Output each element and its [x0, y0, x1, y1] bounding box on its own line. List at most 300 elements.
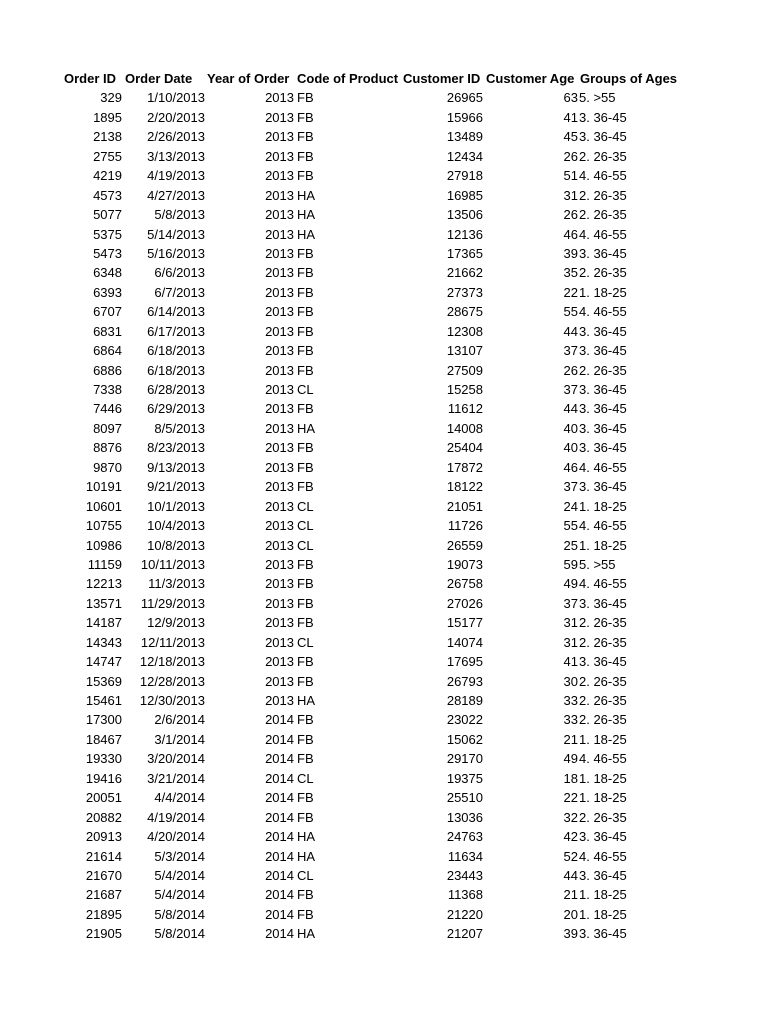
cell-order-id: 15369 — [85, 673, 122, 689]
cell-order-date: 8/23/2013 — [147, 440, 205, 456]
table-row — [0, 283, 768, 302]
cell-year-of-order: 2013 — [265, 479, 294, 495]
cell-code-of-product: FB — [297, 595, 314, 611]
cell-order-date: 12/28/2013 — [139, 673, 205, 689]
cell-groups-of-ages: 4. 46-55 — [579, 459, 627, 475]
cell-customer-age: 21 — [563, 731, 578, 747]
cell-year-of-order: 2013 — [265, 343, 294, 359]
cell-order-date: 2/6/2014 — [154, 712, 205, 728]
cell-code-of-product: FB — [297, 556, 314, 572]
cell-order-date: 6/28/2013 — [147, 382, 205, 397]
cell-customer-id: 15062 — [446, 731, 483, 747]
cell-year-of-order: 2014 — [265, 887, 294, 903]
cell-order-date: 11/3/2013 — [148, 576, 205, 592]
cell-order-date: 6/18/2013 — [147, 362, 205, 378]
cell-order-date: 8/5/2013 — [154, 420, 205, 436]
cell-order-date: 5/8/2013 — [154, 207, 205, 223]
cell-groups-of-ages: 4. 46-55 — [579, 304, 627, 320]
cell-groups-of-ages: 3. 36-45 — [579, 109, 627, 125]
cell-order-date: 10/8/2013 — [147, 537, 205, 553]
cell-order-id: 21905 — [85, 926, 122, 942]
table-row — [0, 652, 768, 671]
table-row — [0, 885, 768, 904]
cell-order-date: 1/10/2013 — [147, 90, 205, 106]
cell-groups-of-ages: 3. 36-45 — [579, 440, 627, 456]
cell-code-of-product: CL — [297, 867, 314, 883]
cell-order-id: 5077 — [93, 207, 122, 223]
table-row — [0, 322, 768, 341]
cell-year-of-order: 2014 — [265, 731, 294, 747]
cell-customer-age: 40 — [563, 440, 578, 456]
cell-code-of-product: FB — [297, 401, 314, 417]
cell-year-of-order: 2014 — [265, 926, 294, 942]
cell-groups-of-ages: 3. 36-45 — [579, 926, 627, 942]
cell-customer-age: 45 — [563, 129, 578, 145]
cell-customer-age: 37 — [563, 382, 578, 397]
cell-code-of-product: FB — [297, 148, 314, 164]
table-row — [0, 574, 768, 593]
cell-groups-of-ages: 2. 26-35 — [579, 362, 627, 378]
cell-code-of-product: FB — [297, 654, 314, 670]
cell-groups-of-ages: 4. 46-55 — [579, 576, 627, 592]
cell-customer-id: 12308 — [446, 323, 483, 339]
cell-customer-age: 55 — [563, 304, 578, 320]
cell-code-of-product: FB — [297, 245, 314, 261]
cell-groups-of-ages: 2. 26-35 — [579, 634, 627, 650]
cell-code-of-product: FB — [297, 712, 314, 728]
header-code-of-product: Code of Product — [297, 71, 399, 86]
cell-code-of-product: FB — [297, 615, 314, 631]
cell-order-id: 10986 — [85, 537, 122, 553]
table-row — [0, 477, 768, 496]
cell-customer-id: 17872 — [446, 459, 483, 475]
cell-year-of-order: 2013 — [265, 304, 294, 320]
cell-year-of-order: 2014 — [265, 829, 294, 845]
cell-order-date: 5/3/2014 — [154, 848, 205, 864]
cell-customer-age: 39 — [563, 245, 578, 261]
table-row — [0, 924, 768, 943]
cell-customer-id: 12136 — [446, 226, 483, 242]
table-row — [0, 613, 768, 632]
cell-groups-of-ages: 3. 36-45 — [579, 382, 627, 397]
cell-year-of-order: 2014 — [265, 867, 294, 883]
cell-code-of-product: CL — [297, 518, 314, 534]
cell-groups-of-ages: 3. 36-45 — [579, 323, 627, 339]
cell-year-of-order: 2013 — [265, 673, 294, 689]
cell-order-id: 21895 — [85, 906, 122, 922]
cell-code-of-product: FB — [297, 109, 314, 125]
cell-customer-age: 37 — [563, 343, 578, 359]
table-row — [0, 263, 768, 282]
cell-year-of-order: 2013 — [265, 556, 294, 572]
table-row — [0, 730, 768, 749]
cell-code-of-product: FB — [297, 284, 314, 300]
cell-customer-age: 20 — [563, 906, 578, 922]
cell-customer-id: 13489 — [446, 129, 483, 145]
cell-year-of-order: 2013 — [265, 518, 294, 534]
cell-order-id: 5473 — [93, 245, 122, 261]
cell-customer-age: 33 — [563, 693, 578, 708]
cell-customer-id: 21662 — [446, 265, 483, 281]
cell-order-date: 6/14/2013 — [147, 304, 205, 320]
cell-code-of-product: FB — [297, 459, 314, 475]
cell-order-date: 3/20/2014 — [147, 751, 205, 767]
cell-groups-of-ages: 1. 18-25 — [579, 906, 627, 922]
cell-groups-of-ages: 1. 18-25 — [579, 770, 627, 786]
cell-order-date: 4/19/2014 — [147, 809, 205, 825]
cell-code-of-product: FB — [297, 479, 314, 495]
cell-customer-id: 15258 — [446, 382, 483, 397]
table-row — [0, 536, 768, 555]
cell-order-date: 12/30/2013 — [139, 693, 205, 708]
cell-order-id: 20051 — [85, 790, 122, 806]
cell-code-of-product: CL — [297, 537, 314, 553]
header-groups-of-ages: Groups of Ages — [580, 71, 678, 86]
cell-order-id: 11159 — [87, 556, 122, 572]
cell-order-id: 15461 — [85, 693, 122, 708]
cell-order-date: 4/19/2013 — [147, 168, 205, 184]
cell-order-id: 6348 — [93, 265, 122, 281]
header-customer-id: Customer ID — [403, 71, 481, 86]
cell-customer-id: 26559 — [446, 537, 483, 553]
cell-customer-age: 37 — [563, 479, 578, 495]
cell-order-id: 329 — [100, 90, 122, 106]
cell-groups-of-ages: 1. 18-25 — [579, 790, 627, 806]
cell-code-of-product: FB — [297, 906, 314, 922]
cell-code-of-product: CL — [297, 382, 314, 397]
cell-order-id: 18467 — [85, 731, 122, 747]
table-row — [0, 361, 768, 380]
cell-year-of-order: 2013 — [265, 382, 294, 397]
table-row — [0, 302, 768, 321]
cell-customer-age: 26 — [563, 362, 578, 378]
cell-year-of-order: 2013 — [265, 245, 294, 261]
table-row — [0, 497, 768, 516]
cell-order-date: 10/4/2013 — [147, 518, 205, 534]
cell-customer-age: 46 — [563, 226, 578, 242]
cell-order-date: 10/1/2013 — [147, 498, 205, 514]
cell-customer-age: 21 — [563, 887, 578, 903]
cell-order-date: 5/8/2014 — [154, 926, 205, 942]
table-row — [0, 788, 768, 807]
cell-customer-age: 31 — [563, 634, 578, 650]
cell-order-id: 6831 — [93, 323, 122, 339]
cell-code-of-product: FB — [297, 343, 314, 359]
header-year-of-order: Year of Order — [207, 71, 290, 86]
cell-groups-of-ages: 2. 26-35 — [579, 693, 627, 708]
cell-groups-of-ages: 2. 26-35 — [579, 148, 627, 164]
table-row — [0, 691, 768, 710]
cell-customer-age: 44 — [563, 867, 578, 883]
cell-customer-age: 52 — [563, 848, 578, 864]
cell-groups-of-ages: 2. 26-35 — [579, 265, 627, 281]
table-body — [0, 88, 768, 943]
cell-customer-id: 12434 — [446, 148, 483, 164]
cell-customer-id: 11726 — [447, 518, 483, 534]
spreadsheet-table — [0, 69, 768, 944]
cell-year-of-order: 2013 — [265, 459, 294, 475]
cell-customer-id: 27026 — [446, 595, 483, 611]
cell-order-date: 6/29/2013 — [147, 401, 205, 417]
cell-groups-of-ages: 2. 26-35 — [579, 615, 627, 631]
cell-order-date: 4/27/2013 — [147, 187, 205, 203]
cell-order-id: 14343 — [85, 634, 122, 650]
table-row — [0, 866, 768, 885]
table-row — [0, 127, 768, 146]
cell-code-of-product: HA — [297, 207, 316, 223]
cell-groups-of-ages: 2. 26-35 — [579, 673, 627, 689]
cell-customer-id: 19375 — [446, 770, 483, 786]
cell-order-id: 13571 — [85, 595, 122, 611]
cell-year-of-order: 2014 — [265, 848, 294, 864]
cell-year-of-order: 2013 — [265, 576, 294, 592]
cell-order-date: 5/4/2014 — [154, 887, 205, 903]
cell-groups-of-ages: 1. 18-25 — [579, 284, 627, 300]
table-row — [0, 516, 768, 535]
cell-order-id: 6864 — [93, 343, 122, 359]
cell-order-date: 5/14/2013 — [147, 226, 205, 242]
cell-code-of-product: FB — [297, 168, 314, 184]
cell-year-of-order: 2013 — [265, 362, 294, 378]
cell-order-date: 11/29/2013 — [140, 595, 205, 611]
cell-customer-age: 40 — [563, 420, 578, 436]
table-row — [0, 399, 768, 418]
cell-customer-id: 14074 — [446, 634, 483, 650]
cell-order-date: 2/20/2013 — [147, 109, 205, 125]
cell-customer-id: 24763 — [446, 829, 483, 845]
header-order-id: Order ID — [64, 71, 117, 86]
cell-year-of-order: 2013 — [265, 420, 294, 436]
cell-code-of-product: FB — [297, 673, 314, 689]
table-row — [0, 380, 768, 399]
table-row — [0, 905, 768, 924]
cell-year-of-order: 2013 — [265, 634, 294, 650]
header-order-date: Order Date — [125, 71, 193, 86]
cell-customer-id: 28189 — [446, 693, 483, 708]
cell-order-date: 9/21/2013 — [147, 479, 205, 495]
cell-groups-of-ages: 3. 36-45 — [579, 595, 627, 611]
cell-customer-age: 55 — [563, 518, 578, 534]
cell-order-date: 6/18/2013 — [147, 343, 205, 359]
cell-code-of-product: FB — [297, 751, 314, 767]
cell-order-id: 2755 — [93, 148, 122, 164]
cell-order-date: 12/18/2013 — [139, 654, 205, 670]
header-customer-age: Customer Age — [486, 71, 575, 86]
cell-groups-of-ages: 3. 36-45 — [579, 829, 627, 845]
cell-order-date: 6/6/2013 — [154, 265, 205, 281]
cell-customer-age: 63 — [563, 90, 578, 106]
cell-customer-id: 25510 — [446, 790, 483, 806]
cell-customer-id: 25404 — [446, 440, 483, 456]
cell-year-of-order: 2013 — [265, 498, 294, 514]
cell-groups-of-ages: 4. 46-55 — [579, 848, 627, 864]
cell-customer-id: 11612 — [447, 401, 483, 417]
cell-customer-age: 25 — [563, 537, 578, 553]
cell-groups-of-ages: 3. 36-45 — [579, 129, 627, 145]
cell-year-of-order: 2013 — [265, 90, 294, 106]
cell-customer-age: 37 — [563, 595, 578, 611]
cell-code-of-product: HA — [297, 829, 316, 845]
cell-customer-id: 11634 — [447, 848, 483, 864]
cell-order-id: 4573 — [93, 187, 122, 203]
cell-year-of-order: 2013 — [265, 168, 294, 184]
cell-year-of-order: 2014 — [265, 751, 294, 767]
cell-customer-id: 13506 — [446, 207, 483, 223]
cell-order-date: 4/20/2014 — [147, 829, 205, 845]
table-row — [0, 244, 768, 263]
cell-order-id: 10755 — [85, 518, 122, 534]
cell-groups-of-ages: 2. 26-35 — [579, 712, 627, 728]
cell-year-of-order: 2013 — [265, 615, 294, 631]
cell-customer-id: 11368 — [447, 887, 483, 903]
cell-order-id: 1895 — [93, 109, 122, 125]
cell-customer-age: 31 — [563, 615, 578, 631]
table-row — [0, 147, 768, 166]
cell-customer-age: 22 — [563, 284, 578, 300]
cell-order-id: 6393 — [93, 284, 122, 300]
cell-order-id: 5375 — [93, 226, 122, 242]
table-row — [0, 166, 768, 185]
cell-groups-of-ages: 3. 36-45 — [579, 245, 627, 261]
cell-order-date: 6/17/2013 — [147, 323, 205, 339]
cell-customer-age: 31 — [563, 187, 578, 203]
cell-code-of-product: FB — [297, 731, 314, 747]
cell-order-date: 12/11/2013 — [140, 634, 205, 650]
cell-code-of-product: FB — [297, 809, 314, 825]
table-row — [0, 419, 768, 438]
cell-customer-id: 16985 — [446, 187, 483, 203]
cell-year-of-order: 2014 — [265, 712, 294, 728]
cell-code-of-product: CL — [297, 634, 314, 650]
table-row — [0, 827, 768, 846]
cell-year-of-order: 2014 — [265, 809, 294, 825]
cell-year-of-order: 2014 — [265, 790, 294, 806]
cell-code-of-product: FB — [297, 440, 314, 456]
table-row — [0, 205, 768, 224]
cell-order-id: 10191 — [85, 479, 122, 495]
cell-code-of-product: HA — [297, 187, 316, 203]
cell-customer-age: 59 — [563, 556, 578, 572]
cell-order-date: 10/11/2013 — [140, 556, 205, 572]
cell-customer-age: 32 — [563, 809, 578, 825]
cell-order-date: 5/4/2014 — [154, 867, 205, 883]
cell-order-date: 5/8/2014 — [154, 906, 205, 922]
table-row — [0, 555, 768, 574]
cell-order-id: 10601 — [85, 498, 122, 514]
cell-order-date: 5/16/2013 — [147, 245, 205, 261]
cell-groups-of-ages: 2. 26-35 — [579, 207, 627, 223]
table-row — [0, 769, 768, 788]
cell-groups-of-ages: 1. 18-25 — [579, 731, 627, 747]
cell-customer-id: 29170 — [446, 751, 483, 767]
cell-customer-age: 42 — [563, 829, 578, 845]
cell-groups-of-ages: 2. 26-35 — [579, 187, 627, 203]
cell-groups-of-ages: 4. 46-55 — [579, 751, 627, 767]
cell-groups-of-ages: 3. 36-45 — [579, 867, 627, 883]
cell-order-id: 6886 — [93, 362, 122, 378]
cell-customer-id: 28675 — [446, 304, 483, 320]
cell-code-of-product: FB — [297, 790, 314, 806]
cell-customer-age: 46 — [563, 459, 578, 475]
cell-code-of-product: FB — [297, 129, 314, 145]
cell-order-id: 4219 — [93, 168, 122, 184]
cell-order-id: 14187 — [85, 615, 122, 631]
cell-customer-age: 26 — [563, 148, 578, 164]
cell-customer-id: 17695 — [446, 654, 483, 670]
cell-order-id: 21614 — [85, 848, 122, 864]
cell-year-of-order: 2013 — [265, 323, 294, 339]
cell-groups-of-ages: 1. 18-25 — [579, 498, 627, 514]
cell-code-of-product: FB — [297, 576, 314, 592]
cell-order-id: 12213 — [85, 576, 122, 592]
cell-year-of-order: 2013 — [265, 148, 294, 164]
cell-customer-age: 41 — [563, 109, 578, 125]
cell-code-of-product: FB — [297, 323, 314, 339]
cell-year-of-order: 2013 — [265, 595, 294, 611]
cell-year-of-order: 2014 — [265, 770, 294, 786]
cell-customer-id: 19073 — [446, 556, 483, 572]
cell-customer-age: 26 — [563, 207, 578, 223]
table-row — [0, 438, 768, 457]
cell-order-id: 9870 — [93, 459, 122, 475]
cell-customer-id: 15177 — [446, 615, 483, 631]
cell-code-of-product: HA — [297, 848, 316, 864]
cell-year-of-order: 2013 — [265, 207, 294, 223]
cell-customer-age: 44 — [563, 401, 578, 417]
cell-customer-id: 21051 — [446, 498, 483, 514]
cell-customer-age: 33 — [563, 712, 578, 728]
cell-customer-age: 18 — [563, 770, 578, 786]
cell-customer-age: 24 — [563, 498, 578, 514]
cell-order-id: 7446 — [93, 401, 122, 417]
cell-customer-id: 23443 — [446, 867, 483, 883]
cell-customer-id: 14008 — [446, 420, 483, 436]
cell-year-of-order: 2013 — [265, 654, 294, 670]
cell-customer-id: 26793 — [446, 673, 483, 689]
cell-code-of-product: FB — [297, 362, 314, 378]
cell-order-id: 8876 — [93, 440, 122, 456]
cell-groups-of-ages: 3. 36-45 — [579, 420, 627, 436]
table-row — [0, 341, 768, 360]
cell-groups-of-ages: 3. 36-45 — [579, 343, 627, 359]
cell-customer-age: 35 — [563, 265, 578, 281]
cell-year-of-order: 2013 — [265, 109, 294, 125]
table-row — [0, 672, 768, 691]
cell-groups-of-ages: 4. 46-55 — [579, 226, 627, 242]
cell-order-id: 21687 — [85, 887, 122, 903]
cell-order-date: 4/4/2014 — [154, 790, 205, 806]
cell-code-of-product: FB — [297, 887, 314, 903]
cell-year-of-order: 2013 — [265, 284, 294, 300]
cell-code-of-product: FB — [297, 304, 314, 320]
cell-order-date: 9/13/2013 — [147, 459, 205, 475]
cell-groups-of-ages: 1. 18-25 — [579, 537, 627, 553]
cell-code-of-product: FB — [297, 265, 314, 281]
cell-groups-of-ages: 2. 26-35 — [579, 809, 627, 825]
cell-order-id: 7338 — [93, 382, 122, 397]
cell-order-id: 21670 — [85, 867, 122, 883]
cell-order-id: 6707 — [93, 304, 122, 320]
cell-order-date: 3/1/2014 — [154, 731, 205, 747]
table-row — [0, 808, 768, 827]
table-row — [0, 88, 768, 107]
cell-customer-id: 15966 — [446, 109, 483, 125]
cell-code-of-product: HA — [297, 926, 316, 942]
cell-customer-id: 23022 — [446, 712, 483, 728]
cell-code-of-product: HA — [297, 420, 316, 436]
cell-year-of-order: 2013 — [265, 401, 294, 417]
cell-customer-id: 27373 — [446, 284, 483, 300]
